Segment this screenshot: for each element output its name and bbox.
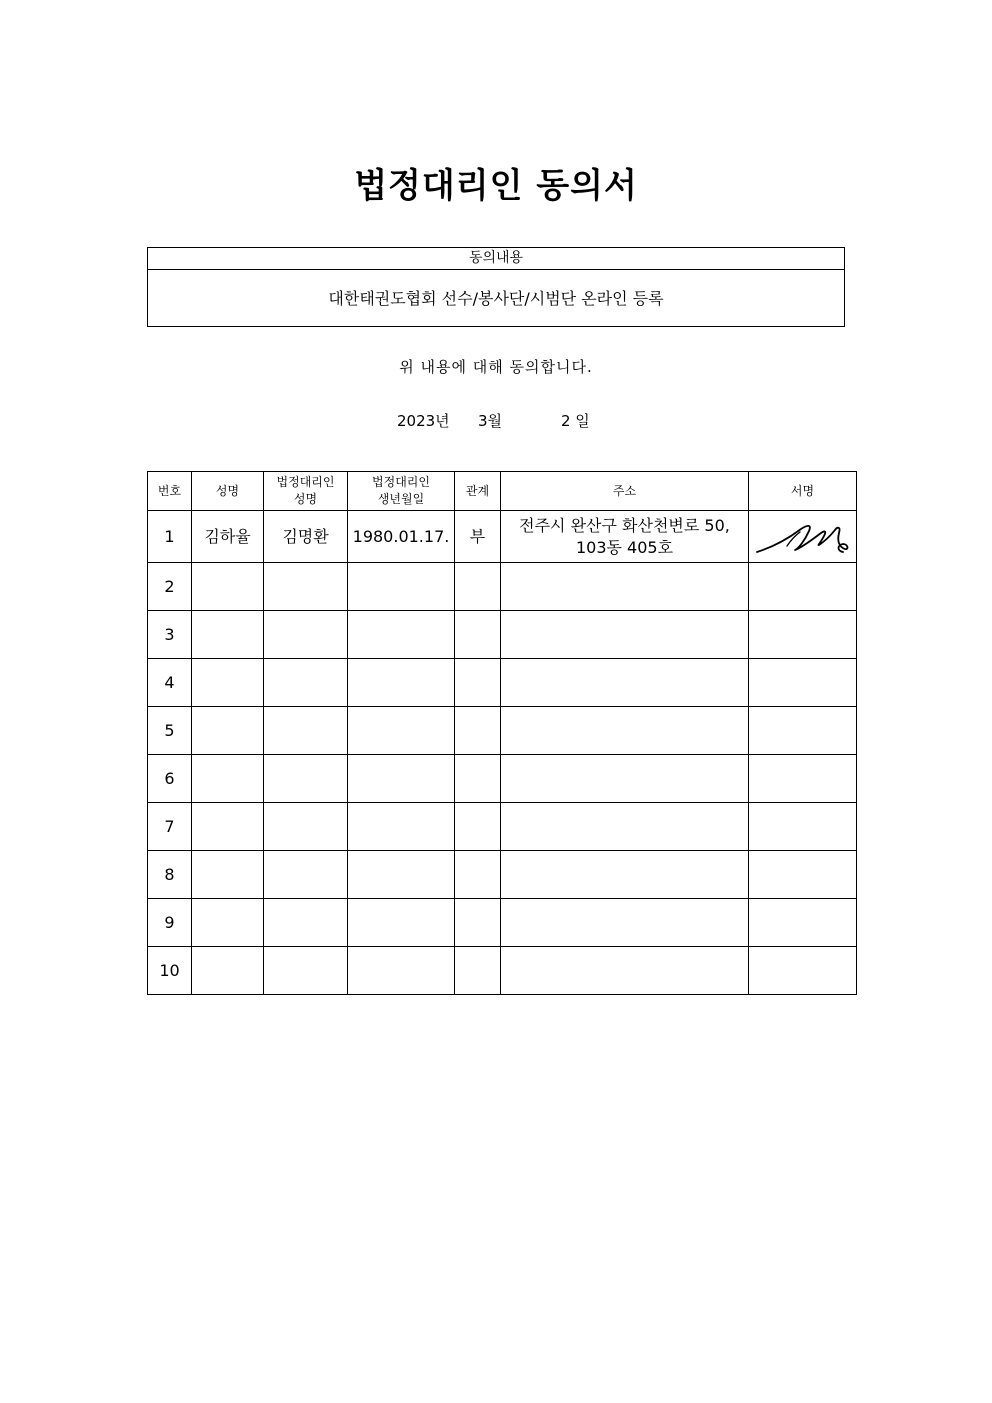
cell-signature xyxy=(749,511,857,563)
cell-signature[interactable] xyxy=(749,659,857,707)
cell-relation[interactable] xyxy=(455,899,501,947)
cell-guardian-birth[interactable] xyxy=(348,659,455,707)
cell-guardian-name[interactable] xyxy=(264,899,348,947)
table-row xyxy=(148,707,857,755)
cell-name: 김하율 xyxy=(192,511,264,563)
cell-signature[interactable] xyxy=(749,899,857,947)
cell-address[interactable] xyxy=(501,899,749,947)
agreement-statement: 위 내용에 대해 동의합니다. xyxy=(399,358,593,376)
cell-no: 8 xyxy=(148,851,192,899)
table-row xyxy=(148,611,857,659)
cell-relation[interactable] xyxy=(455,659,501,707)
table-row xyxy=(148,511,857,563)
table-row xyxy=(148,899,857,947)
cell-guardian-name[interactable] xyxy=(264,707,348,755)
cell-guardian-birth[interactable] xyxy=(348,899,455,947)
cell-no: 7 xyxy=(148,803,192,851)
handwritten-signature xyxy=(751,514,855,560)
cell-guardian-name[interactable] xyxy=(264,947,348,995)
cell-signature[interactable] xyxy=(749,947,857,995)
date-day: 2 일 xyxy=(561,412,590,430)
cell-no: 6 xyxy=(148,755,192,803)
cell-address[interactable] xyxy=(501,563,749,611)
cell-relation[interactable] xyxy=(455,563,501,611)
header-no: 번호 xyxy=(148,472,192,511)
cell-signature[interactable] xyxy=(749,707,857,755)
cell-address xyxy=(501,511,749,563)
table-header-row xyxy=(148,472,857,511)
table-row xyxy=(148,947,857,995)
cell-relation[interactable] xyxy=(455,611,501,659)
cell-guardian-birth[interactable] xyxy=(348,803,455,851)
header-relation: 관계 xyxy=(455,472,501,511)
cell-name[interactable] xyxy=(192,707,264,755)
cell-address[interactable] xyxy=(501,803,749,851)
cell-guardian-name: 김명환 xyxy=(264,511,348,563)
cell-guardian-birth: 1980.01.17. xyxy=(348,511,455,563)
cell-guardian-name[interactable] xyxy=(264,803,348,851)
header-guardian-name-line2: 성명 xyxy=(293,492,318,506)
table-row xyxy=(148,563,857,611)
header-guardian-birth xyxy=(348,472,455,511)
header-signature: 서명 xyxy=(749,472,857,511)
cell-guardian-birth[interactable] xyxy=(348,755,455,803)
cell-address[interactable] xyxy=(501,659,749,707)
consent-box xyxy=(147,247,845,327)
header-guardian-birth-line2: 생년월일 xyxy=(377,492,425,506)
cell-address[interactable] xyxy=(501,755,749,803)
guardian-registration-table xyxy=(147,471,857,995)
cell-no: 4 xyxy=(148,659,192,707)
address-line1: 전주시 완산구 화산천변로 50, xyxy=(519,515,730,535)
header-guardian-name xyxy=(264,472,348,511)
cell-guardian-birth[interactable] xyxy=(348,611,455,659)
cell-no: 2 xyxy=(148,563,192,611)
cell-relation[interactable] xyxy=(455,947,501,995)
header-guardian-birth-line1: 법정대리인 xyxy=(372,475,430,489)
cell-guardian-birth[interactable] xyxy=(348,947,455,995)
table-row xyxy=(148,803,857,851)
cell-signature[interactable] xyxy=(749,563,857,611)
cell-no: 5 xyxy=(148,707,192,755)
cell-name[interactable] xyxy=(192,659,264,707)
cell-name[interactable] xyxy=(192,563,264,611)
address-line2: 103동 405호 xyxy=(575,537,674,557)
header-name: 성명 xyxy=(192,472,264,511)
cell-address[interactable] xyxy=(501,851,749,899)
cell-signature[interactable] xyxy=(749,611,857,659)
cell-no: 3 xyxy=(148,611,192,659)
document-title: 법정대리인 동의서 xyxy=(354,166,638,206)
cell-no: 10 xyxy=(148,947,192,995)
consent-content: 대한태권도협회 선수/봉사단/시범단 온라인 등록 xyxy=(328,289,664,308)
date-year: 2023년 xyxy=(397,412,450,430)
cell-name[interactable] xyxy=(192,899,264,947)
consent-header: 동의내용 xyxy=(148,248,844,270)
cell-signature[interactable] xyxy=(749,851,857,899)
cell-guardian-name[interactable] xyxy=(264,851,348,899)
cell-guardian-birth[interactable] xyxy=(348,563,455,611)
header-address: 주소 xyxy=(501,472,749,511)
cell-relation[interactable] xyxy=(455,755,501,803)
cell-guardian-birth[interactable] xyxy=(348,851,455,899)
cell-signature[interactable] xyxy=(749,755,857,803)
cell-guardian-name[interactable] xyxy=(264,755,348,803)
cell-address[interactable] xyxy=(501,611,749,659)
cell-relation[interactable] xyxy=(455,803,501,851)
header-guardian-name-line1: 법정대리인 xyxy=(276,475,335,489)
cell-name[interactable] xyxy=(192,755,264,803)
cell-guardian-birth[interactable] xyxy=(348,707,455,755)
cell-no: 9 xyxy=(148,899,192,947)
cell-name[interactable] xyxy=(192,803,264,851)
cell-guardian-name[interactable] xyxy=(264,659,348,707)
cell-guardian-name[interactable] xyxy=(264,611,348,659)
cell-no: 1 xyxy=(148,511,192,563)
cell-address[interactable] xyxy=(501,707,749,755)
cell-name[interactable] xyxy=(192,611,264,659)
cell-guardian-name[interactable] xyxy=(264,563,348,611)
table-row xyxy=(148,851,857,899)
cell-relation[interactable] xyxy=(455,851,501,899)
cell-address[interactable] xyxy=(501,947,749,995)
table-row xyxy=(148,659,857,707)
date-month: 3월 xyxy=(478,412,503,430)
table-row xyxy=(148,755,857,803)
cell-name[interactable] xyxy=(192,947,264,995)
cell-name[interactable] xyxy=(192,851,264,899)
cell-relation: 부 xyxy=(455,511,501,563)
cell-relation[interactable] xyxy=(455,707,501,755)
cell-signature[interactable] xyxy=(749,803,857,851)
